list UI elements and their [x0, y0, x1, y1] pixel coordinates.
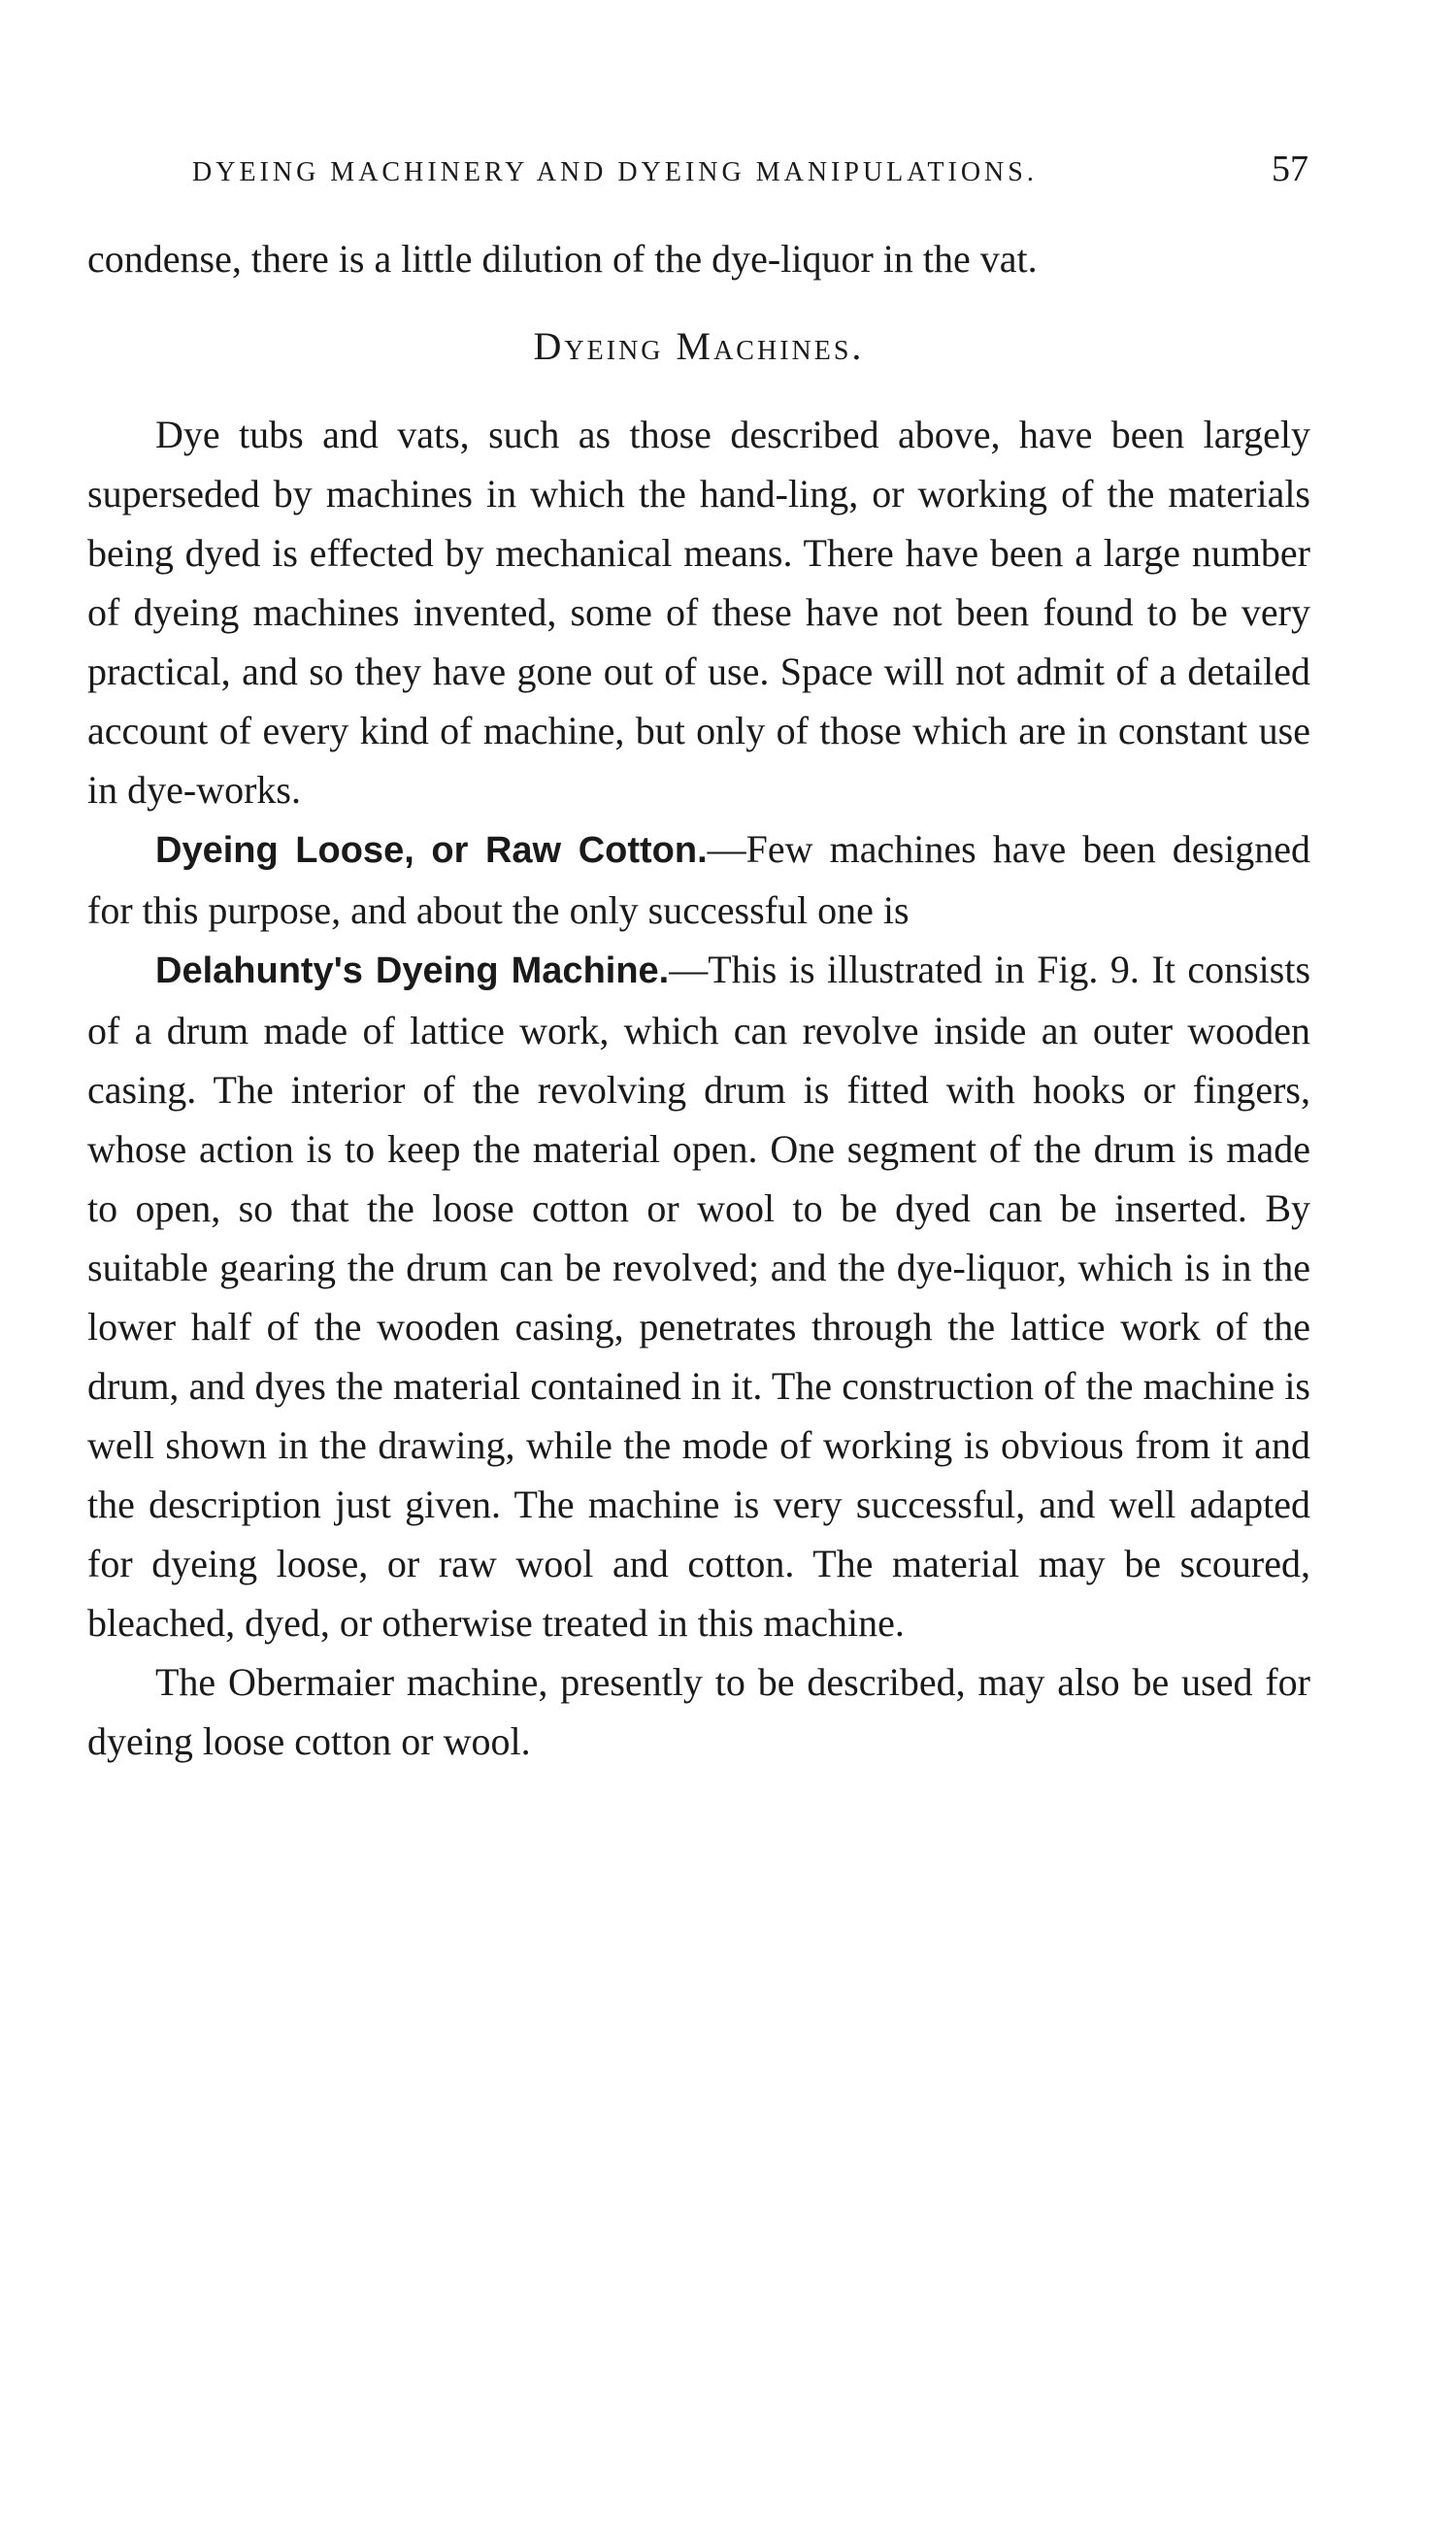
running-header: [192, 148, 1308, 198]
delahunty-heading: Delahunty's Dyeing Machine.: [155, 950, 670, 991]
intro-paragraph: Dye tubs and vats, such as those described above, have been largely superseded by machines in which the hand-ling, or working of the materials being dyed is effected by mechanical means. There have been a large number of dyeing machines invented, some of these have not been found to be very practical, and so they have gone out of use. Space will not admit of a detailed account of every kind of machine, but only of those which are in constant use in dye-works.: [87, 413, 1310, 812]
running-title: DYEING MACHINERY AND DYEING MANIPULATIONS.: [192, 157, 1038, 187]
delahunty-text: —This is illustrated in Fig. 9. It consists of a drum made of lattice work, which can revolve inside an outer wooden casing. The interior of the revolving drum is fitted with hooks or fingers, whose action is to keep the material open. One segment of the drum is made to open, so that the loose cotton or wool to be dyed can be inserted. By suitable gearing the drum can be revolved; and the dye-liquor, which is in the lower half of the wooden casing, penetrates through the lattice work of the drum, and dyes the material contained in it. The construction of the machine is well shown in the drawing, while the mode of working is obvious from it and the description just given. The machine is very successful, and well adapted for dyeing loose, or raw wool and cotton. The material may be scoured, bleached, dyed, or otherwise treated in this machine.: [87, 948, 1311, 1645]
loose-cotton-heading: Dyeing Loose, or Raw Cotton.: [155, 830, 708, 871]
loose-cotton-text: —Few machines have been designed for this purpose, and about the only successful one is: [87, 827, 1310, 932]
delahunty-paragraph: [87, 940, 1310, 1652]
loose-cotton-paragraph: [87, 819, 1310, 940]
obermaier-paragraph: The Obermaier machine, presently to be described, may also be used for dyeing loose cotton or wool.: [87, 1660, 1310, 1763]
continued-paragraph: condense, there is a little dilution of the dye-liquor in the vat.: [87, 237, 1038, 281]
section-heading: Dyeing Machines.: [533, 324, 865, 368]
page-number: 57: [1272, 149, 1308, 189]
page-body: [87, 229, 1310, 1771]
